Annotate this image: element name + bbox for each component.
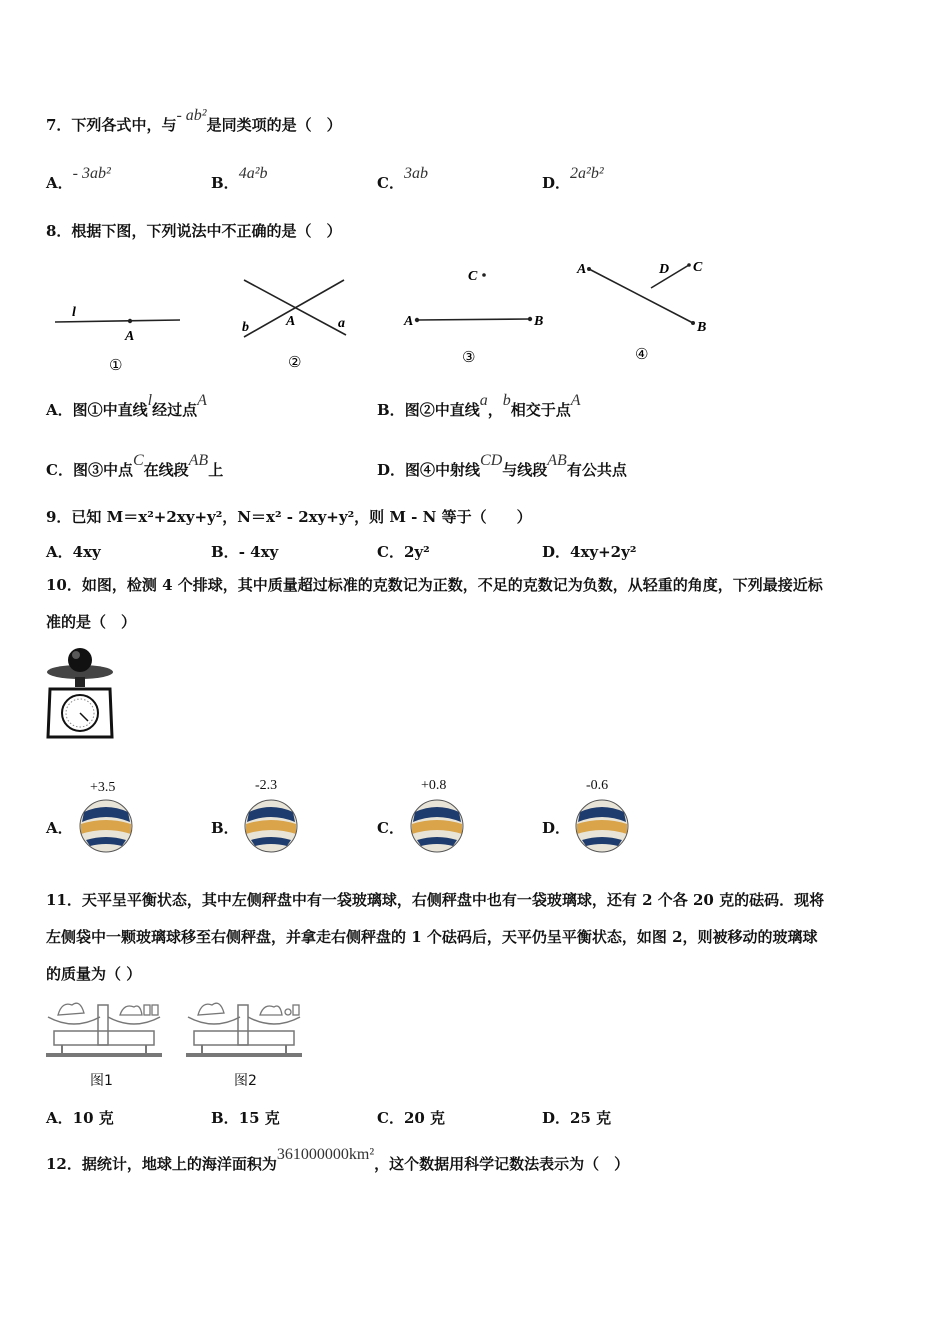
weight-label-a: +3.5 <box>90 780 116 795</box>
q7-option-d[interactable] <box>542 165 604 193</box>
option-letter: B． <box>211 1109 239 1127</box>
option-text: 图③中点 <box>72 461 133 479</box>
option-symbol: l <box>147 392 153 409</box>
q10-option-a-letter[interactable]: A． <box>46 819 73 837</box>
q12-expression: 361000000km² <box>276 1146 375 1163</box>
q10-option-d-letter[interactable]: D． <box>542 819 571 837</box>
option-letter: D． <box>542 543 571 561</box>
option-text: - 4xy <box>238 543 279 561</box>
label-a-line: a <box>338 316 345 331</box>
weight-1 <box>293 1005 299 1015</box>
balance-beam-box <box>54 1031 154 1045</box>
segment-ab <box>417 319 530 320</box>
q9-option-b[interactable] <box>211 541 278 562</box>
q10-stem-line1: 10．如图，检测 4 个排球，其中质量超过标准的克数记为正数，不足的克数记为负数，从轻重的角度，下列最接近标 <box>46 576 823 594</box>
q8-option-c[interactable] <box>46 452 224 480</box>
ball-highlight <box>72 651 80 659</box>
label-a: A <box>286 314 296 329</box>
q11-stem-line1: 11．天平呈平衡状态，其中左侧秤盘中有一袋玻璃球，右侧秤盘中也有一袋玻璃球，还有 2 个各 20 克的砝码．现将 <box>46 891 825 909</box>
label-a: A <box>404 314 414 329</box>
left-bag <box>198 1003 224 1015</box>
option-symbol: b <box>502 392 511 409</box>
label-l: l <box>72 305 76 320</box>
volleyball-c[interactable] <box>409 798 467 854</box>
option-symbol: AB <box>547 452 567 469</box>
option-letter: D． <box>542 174 571 192</box>
q7-suffix: 是同类项的是（ ） <box>206 116 342 134</box>
left-pan <box>188 1017 240 1024</box>
balance-pillar <box>238 1005 248 1045</box>
right-pan <box>108 1017 160 1024</box>
option-letter: B． <box>211 174 239 192</box>
q7-option-a[interactable] <box>46 165 111 193</box>
figure-number: ④ <box>635 345 649 363</box>
balance-pillar <box>98 1005 108 1045</box>
q11-stem-line2: 左侧袋中一颗玻璃球移至右侧秤盘，并拿走右侧秤盘的 1 个砝码后，天平仍呈平衡状态，如图 2，则被移动的玻璃球 <box>46 928 818 946</box>
q11-option-d[interactable] <box>542 1107 611 1128</box>
option-text: 15 克 <box>238 1109 280 1127</box>
option-expression: - 3ab² <box>72 165 111 182</box>
option-letter: A． <box>46 174 73 192</box>
left-bag <box>58 1003 84 1015</box>
q9-option-c[interactable] <box>377 541 430 562</box>
volleyball-d[interactable] <box>574 798 632 854</box>
q12-prefix: 12．据统计，地球上的海洋面积为 <box>46 1155 277 1173</box>
label-c: C <box>693 260 703 275</box>
label-a: A <box>577 262 587 277</box>
q9-stem: 9．已知 M＝x²+2xy+y²，N＝x² - 2xy+y²，则 M - N 等于（ ） <box>46 508 532 526</box>
scale-image <box>44 645 119 745</box>
option-letter: A． <box>46 543 73 561</box>
option-expression: 3ab <box>403 165 428 182</box>
option-text: 25 克 <box>570 1109 612 1127</box>
weight-2 <box>152 1005 158 1015</box>
right-bag <box>120 1006 142 1015</box>
label-b: B <box>697 320 707 335</box>
weight-label-c: +0.8 <box>421 778 447 793</box>
figure-1-caption: 图1 <box>90 1073 113 1089</box>
right-pan <box>248 1017 300 1024</box>
option-text: 在线段 <box>143 461 189 479</box>
option-text: 4xy+2y² <box>570 543 637 561</box>
label-d: D <box>659 262 670 277</box>
q9-option-d[interactable] <box>542 541 636 562</box>
moved-glass-ball <box>285 1009 291 1015</box>
label-c: C <box>468 269 478 284</box>
q11-option-c[interactable] <box>377 1107 445 1128</box>
option-expression: 4a²b <box>238 165 268 182</box>
option-text: 有公共点 <box>566 461 627 479</box>
option-letter: C． <box>377 543 404 561</box>
figure-number: ① <box>109 356 123 374</box>
q7-prefix: 7．下列各式中，与 <box>46 116 177 134</box>
option-letter: B． <box>377 401 405 419</box>
point-a <box>587 267 591 271</box>
option-symbol: A <box>570 392 581 409</box>
scale-stem <box>75 677 85 687</box>
point-c <box>687 263 691 267</box>
q7-option-b[interactable] <box>211 165 268 193</box>
point-a <box>128 319 132 323</box>
ball-on-scale <box>68 648 92 672</box>
q12-suffix: ，这个数据用科学记数法表示为（ ） <box>374 1155 630 1173</box>
option-text: 图①中直线 <box>72 401 148 419</box>
line-l <box>55 320 180 322</box>
q8-figure-1 <box>50 300 190 380</box>
option-symbol: AB <box>188 452 209 469</box>
balance-base <box>186 1053 302 1057</box>
q10-option-b-letter[interactable]: B． <box>211 819 239 837</box>
volleyball-b[interactable] <box>243 798 301 854</box>
q9-option-a[interactable] <box>46 541 101 562</box>
option-letter: A． <box>46 1109 73 1127</box>
point-a <box>415 318 419 322</box>
q11-option-a[interactable] <box>46 1107 114 1128</box>
balance-figure-2 <box>184 995 306 1063</box>
label-b: B <box>534 314 544 329</box>
option-text: 相交于点 <box>510 401 571 419</box>
option-text: 4xy <box>72 543 101 561</box>
option-symbol: C <box>132 452 144 469</box>
q8-option-d[interactable] <box>377 452 627 480</box>
q8-figure-2 <box>236 275 356 375</box>
label-a: A <box>125 329 135 344</box>
option-letter: C． <box>377 174 404 192</box>
weight-label-d: -0.6 <box>586 778 609 793</box>
point-c <box>482 273 486 277</box>
option-letter: B． <box>211 543 239 561</box>
option-symbol: CD <box>480 452 503 469</box>
option-letter: C． <box>46 461 73 479</box>
q10-option-c-letter[interactable]: C． <box>377 819 404 837</box>
balance-base <box>46 1053 162 1057</box>
figure-number: ③ <box>462 348 476 366</box>
option-text: 与线段 <box>502 461 548 479</box>
q8-stem: 8．根据下图，下列说法中不正确的是（ ） <box>46 222 342 240</box>
option-text: 20 克 <box>403 1109 446 1127</box>
q12-stem <box>46 1146 630 1174</box>
q7-stem <box>46 107 342 135</box>
q8-option-b[interactable] <box>377 392 581 420</box>
segment-ab <box>589 269 693 323</box>
q10-stem-line2: 准的是（ ） <box>46 613 137 631</box>
option-text: 10 克 <box>72 1109 114 1127</box>
figure-number: ② <box>288 353 302 371</box>
option-letter: D． <box>542 1109 571 1127</box>
option-letter: D． <box>377 461 406 479</box>
option-letter: A． <box>46 401 73 419</box>
q8-figure-4 <box>575 255 725 365</box>
option-text: 图②中直线 <box>404 401 480 419</box>
weight-1 <box>144 1005 150 1015</box>
q7-option-c[interactable] <box>377 165 428 193</box>
option-text: 上 <box>208 461 224 479</box>
q8-figure-3 <box>400 262 560 367</box>
option-symbol: a <box>479 392 488 409</box>
label-b: b <box>242 320 249 335</box>
figure-2-caption: 图2 <box>234 1073 257 1089</box>
option-symbol: A <box>197 392 207 409</box>
option-expression: 2a²b² <box>570 165 604 182</box>
ray-cd <box>651 265 689 288</box>
balance-beam-box <box>194 1031 294 1045</box>
weight-label-b: -2.3 <box>255 778 278 793</box>
option-text: 图④中射线 <box>405 461 481 479</box>
balance-figure-1 <box>44 995 166 1063</box>
point-b <box>528 317 532 321</box>
left-pan <box>48 1017 100 1024</box>
option-text: 2y² <box>403 543 430 561</box>
option-letter: C． <box>377 1109 404 1127</box>
q11-option-b[interactable] <box>211 1107 280 1128</box>
right-bag <box>260 1006 282 1015</box>
option-text: 经过点 <box>152 401 198 419</box>
option-text: ， <box>487 401 503 419</box>
q8-option-a[interactable] <box>46 392 207 420</box>
q7-expression: - ab² <box>176 107 207 124</box>
point-b <box>691 321 695 325</box>
q11-stem-line3: 的质量为（ ） <box>46 965 142 983</box>
volleyball-a[interactable] <box>78 798 136 854</box>
